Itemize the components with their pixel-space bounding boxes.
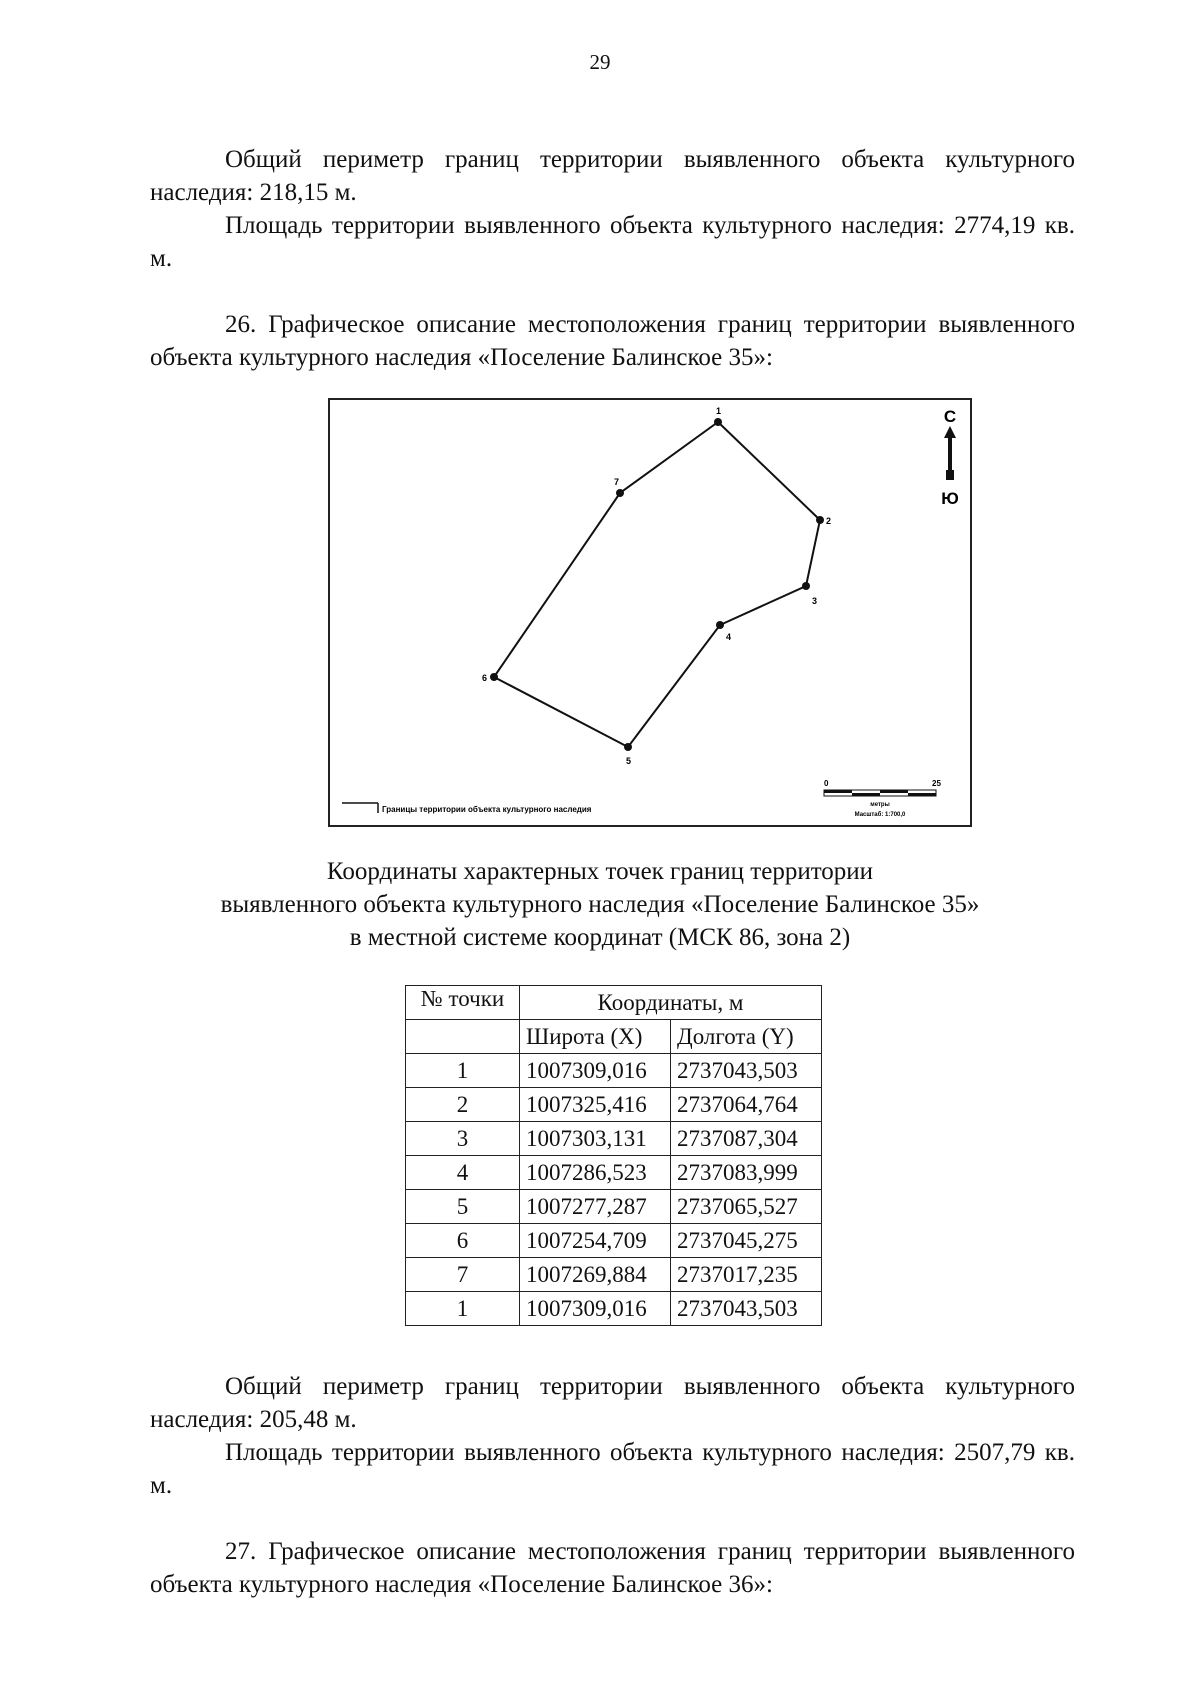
cell-point: 1 — [406, 1292, 520, 1326]
north-label: С — [943, 407, 957, 426]
table-row — [406, 1224, 822, 1258]
cell-point: 6 — [406, 1224, 520, 1258]
cell-point: 3 — [406, 1122, 520, 1156]
table-caption — [0, 855, 1200, 954]
vertex-3-marker — [802, 582, 810, 590]
boundary-polygon — [494, 422, 820, 747]
cell-x: 1007309,016 — [520, 1054, 671, 1088]
cell-y: 2737065,527 — [671, 1190, 822, 1224]
header-x: Широта (X) — [520, 1020, 671, 1054]
vertex-5-marker — [624, 743, 632, 751]
cell-x: 1007286,523 — [520, 1156, 671, 1190]
cell-point: 4 — [406, 1156, 520, 1190]
boundary-map — [328, 398, 972, 827]
cell-y: 2737043,503 — [671, 1292, 822, 1326]
table-header-row — [406, 986, 822, 1020]
scale-bar — [824, 779, 941, 818]
section-27-heading: 27. Графическое описание местоположения границ территории выявленного объекта культурного наследия «Поселение Балинское 36»: — [150, 1538, 1075, 1598]
table-row — [406, 1292, 822, 1326]
table-subheader-row — [406, 1020, 822, 1054]
cell-y: 2737045,275 — [671, 1224, 822, 1258]
cell-point: 2 — [406, 1088, 520, 1122]
scale-ratio: Масштаб: 1:700,0 — [854, 812, 906, 818]
cell-x: 1007254,709 — [520, 1224, 671, 1258]
vertex-2-label: 2 — [826, 516, 832, 526]
map-legend — [342, 803, 592, 814]
cell-y: 2737043,503 — [671, 1054, 822, 1088]
table-row — [406, 1054, 822, 1088]
vertex-4-label: 4 — [726, 632, 732, 642]
vertex-4-marker — [716, 621, 724, 629]
caption-line-3: в местной системе координат (МСК 86, зона 2) — [349, 924, 851, 951]
boundary-map-svg — [330, 400, 970, 825]
cell-x: 1007325,416 — [520, 1088, 671, 1122]
prev-perimeter-text: Общий периметр границ территории выявленного объекта культурного наследия: 218,15 м. — [150, 146, 1075, 206]
vertex-3-label: 3 — [812, 596, 818, 606]
legend-text: Границы территории объекта культурного наследия — [382, 805, 592, 814]
table-row — [406, 1190, 822, 1224]
cell-y: 2737064,764 — [671, 1088, 822, 1122]
perimeter-text: Общий периметр границ территории выявленного объекта культурного наследия: 205,48 м. — [150, 1373, 1075, 1433]
table-row — [406, 1156, 822, 1190]
header-point-blank — [406, 1020, 520, 1054]
section-26-heading: 26. Графическое описание местоположения границ территории выявленного объекта культурного наследия «Поселение Балинское 35»: — [150, 311, 1075, 371]
cell-x: 1007309,016 — [520, 1292, 671, 1326]
header-y: Долгота (Y) — [671, 1020, 822, 1054]
cell-x: 1007303,131 — [520, 1122, 671, 1156]
cell-y: 2737017,235 — [671, 1258, 822, 1292]
cell-y: 2737087,304 — [671, 1122, 822, 1156]
table-row — [406, 1122, 822, 1156]
vertex-6-marker — [490, 673, 498, 681]
cell-point: 1 — [406, 1054, 520, 1088]
page-number: 29 — [589, 50, 611, 74]
caption-line-1: Координаты характерных точек границ территории — [326, 858, 874, 885]
north-arrow-icon — [944, 426, 956, 480]
scale-start: 0 — [824, 779, 829, 788]
table-body — [406, 1054, 822, 1326]
cell-x: 1007277,287 — [520, 1190, 671, 1224]
caption-line-2: выявленного объекта культурного наследия «Поселение Балинское 35» — [220, 891, 980, 918]
cell-x: 1007269,884 — [520, 1258, 671, 1292]
scale-end: 25 — [932, 779, 941, 788]
vertex-1-marker — [714, 418, 722, 426]
vertex-5-label: 5 — [626, 756, 632, 766]
vertex-6-label: 6 — [482, 673, 488, 683]
prev-area-text: Площадь территории выявленного объекта культурного наследия: 2774,19 кв. м. — [150, 212, 1075, 272]
table-row — [406, 1258, 822, 1292]
area-text: Площадь территории выявленного объекта культурного наследия: 2507,79 кв. м. — [150, 1439, 1075, 1499]
cell-y: 2737083,999 — [671, 1156, 822, 1190]
header-point: № точки — [406, 986, 520, 1020]
table-row — [406, 1088, 822, 1122]
vertex-7-marker — [616, 489, 624, 497]
cell-point: 7 — [406, 1258, 520, 1292]
south-label: Ю — [941, 489, 959, 508]
vertex-2-marker — [816, 516, 824, 524]
vertex-7-label: 7 — [614, 477, 620, 487]
scale-unit: метры — [870, 802, 890, 808]
vertex-1-label: 1 — [716, 406, 722, 416]
cell-point: 5 — [406, 1190, 520, 1224]
coordinates-table — [405, 985, 822, 1326]
header-coords: Координаты, м — [520, 986, 822, 1020]
